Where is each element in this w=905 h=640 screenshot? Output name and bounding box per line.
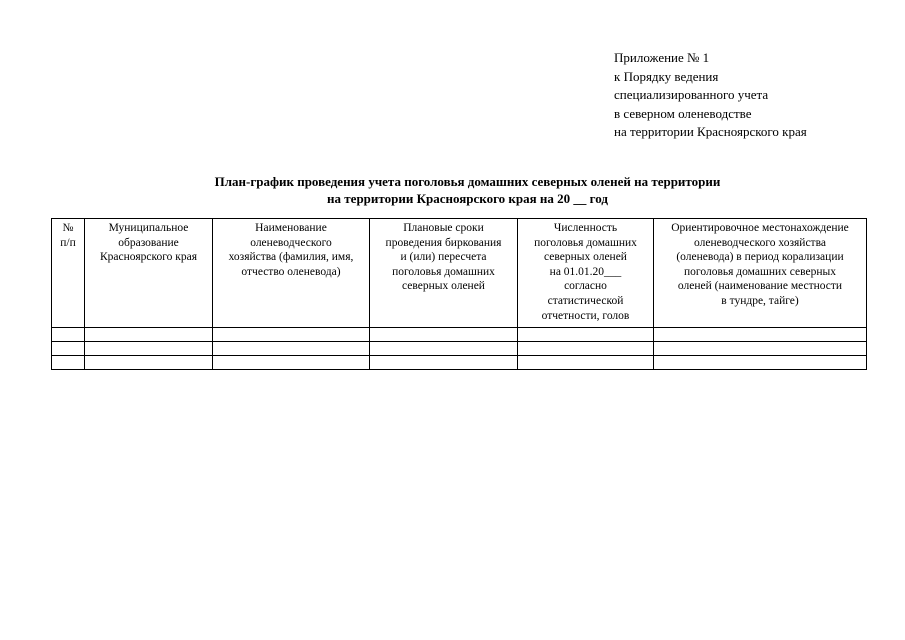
table-cell [52, 328, 85, 342]
header-number: № п/п [52, 219, 85, 328]
table-cell [52, 342, 85, 356]
table-row [52, 356, 867, 370]
table-row [52, 342, 867, 356]
header-location: Ориентировочное местонахождение оленеводческого хозяйства (оленевода) в период корализации поголовья домашних северных оленей (наименование местности в тундре, тайге) [654, 219, 867, 328]
appendix-line: в северном оленеводстве [614, 105, 752, 121]
table-cell [370, 342, 518, 356]
table-cell [213, 356, 370, 370]
table-cell [518, 356, 654, 370]
table-row [52, 328, 867, 342]
table-cell [52, 356, 85, 370]
table-cell [654, 356, 867, 370]
appendix-line: Приложение № 1 [614, 50, 710, 65]
table-cell [518, 328, 654, 342]
header-farm-name: Наименование оленеводческого хозяйства (фамилия, имя, отчество оленевода) [213, 219, 370, 328]
title-line-1: План-график проведения учета поголовья домашних северных оленей на территории [214, 174, 721, 189]
title-line-2: на территории Красноярского края на 20 __ год [327, 191, 608, 206]
table-cell [85, 328, 213, 342]
appendix-block [614, 49, 807, 142]
table-cell [518, 342, 654, 356]
header-municipality: Муниципальное образование Красноярского края [85, 219, 213, 328]
document-title [100, 173, 835, 207]
appendix-line: на территории Красноярского края [614, 124, 807, 140]
appendix-line: к Порядку ведения [614, 68, 719, 84]
header-livestock-count: Численность поголовья домашних северных оленей на 01.01.20___ согласно статистической отчетности, голов [518, 219, 654, 328]
table-cell [213, 342, 370, 356]
plan-table [51, 218, 867, 370]
table-cell [654, 342, 867, 356]
table-cell [370, 328, 518, 342]
table-cell [213, 328, 370, 342]
table-cell [85, 356, 213, 370]
table-cell [370, 356, 518, 370]
table-header-row [52, 219, 867, 328]
table-cell [85, 342, 213, 356]
table-cell [654, 328, 867, 342]
appendix-line: специализированного учета [614, 87, 769, 103]
header-planned-dates: Плановые сроки проведения биркования и (или) пересчета поголовья домашних северных оленей [370, 219, 518, 328]
